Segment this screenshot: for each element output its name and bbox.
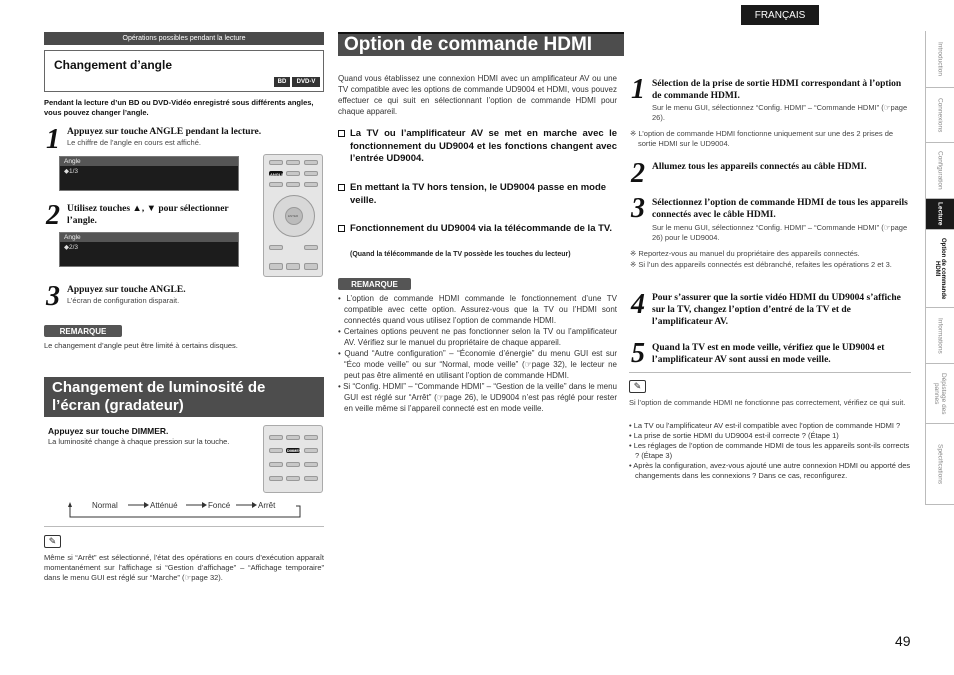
sidebar-item-troubleshooting[interactable] bbox=[925, 364, 954, 424]
hdmi-step4-title: Pour s’assurer que la sortie vidéo HDMI du UD9004 s’affiche sur la TV, changez l’option d’entré de la TV et de l’amplificateur AV. bbox=[652, 293, 901, 327]
hdmi-step3-note-2: ※ Si l’un des appareils connectés est débranché, refaites les opérations 2 et 3. bbox=[630, 260, 892, 269]
badge-dvd: DVD-V bbox=[292, 77, 320, 87]
enter-label: ENTER bbox=[288, 214, 299, 218]
cycle-arrowhead bbox=[144, 502, 149, 508]
remote-button bbox=[286, 182, 300, 187]
hdmi-condition-3 bbox=[338, 223, 617, 236]
section-header-operations: Opérations possibles pendant la lecture bbox=[44, 32, 324, 45]
sidebar-item-connexions[interactable] bbox=[925, 88, 954, 143]
angle-screen-1 bbox=[59, 156, 239, 191]
remote-button bbox=[269, 182, 283, 187]
cycle-arrowhead bbox=[202, 502, 207, 508]
angle-title: Changement d’angle bbox=[54, 58, 173, 72]
hdmi-step-number-1: 1 bbox=[631, 74, 645, 105]
sidebar-item-label: Configuration bbox=[936, 151, 944, 190]
hdmi-condition-3-text: Fonctionnement du UD9004 via la télécommande de la TV. bbox=[350, 223, 613, 234]
hdmi-remarque-item: • Si “Config. HDMI” – “Commande HDMI” – “Gestion de la veille” dans le menu GUI est réglé sur “Arrêt” (☞page 26), le UD9004 n’est pas réglé pour rester en veille même si l’appareil connecté est en mode veille. bbox=[338, 382, 617, 413]
hdmi-note-text: Après la configuration, avez-vous ajouté une autre connexion HDMI ou apporté des changements dans les connexions ? Dans ce cas, reconfigurez. bbox=[633, 461, 911, 480]
hdmi-step-number-2: 2 bbox=[631, 158, 645, 189]
hdmi-step-number-4: 4 bbox=[631, 289, 645, 320]
hdmi-remarque-item: • Certaines options peuvent ne pas fonctionner selon la TV ou l’amplificateur AV. Vérifiez sur le manuel du propriétaire de chaque appareil. bbox=[338, 327, 617, 347]
checkbox-icon bbox=[338, 184, 345, 191]
hdmi-condition-2 bbox=[338, 182, 617, 207]
hdmi-remarque-text: Si “Config. HDMI” – “Commande HDMI” – “Gestion de la veille” dans le menu GUI est réglé sur “Arrêt” (☞page 26), le UD9004 n’est pas réglé pour rester en veille même si l’appareil connecté est en mode veille. bbox=[343, 382, 617, 413]
step1-title: Appuyez sur touche ANGLE pendant la lecture. bbox=[67, 127, 262, 137]
sidebar-item-specifications[interactable] bbox=[925, 424, 954, 505]
hdmi-intro: Quand vous établissez une connexion HDMI avec un amplificateur AV ou une TV compatible avec les options de commande UD9004 et HDMI, vous pouvez effectuer ce qui suit en sélectionnant l’option de commande HDMI pour chaque appareil. bbox=[338, 74, 617, 116]
sidebar-item-hdmi-control[interactable] bbox=[925, 230, 954, 308]
hdmi-header: Option de commande HDMI bbox=[338, 32, 624, 56]
dimmer-option-attenue: Atténué bbox=[150, 501, 178, 510]
remote-button bbox=[304, 182, 318, 187]
hdmi-note-item: • Après la configuration, avez-vous ajouté une autre connexion HDMI ou apporté des changements dans les connexions ? Dans ce cas, reconfigurez. bbox=[629, 461, 911, 480]
hdmi-condition-1 bbox=[338, 128, 617, 166]
hdmi-note-list bbox=[629, 421, 911, 481]
remote-button bbox=[286, 171, 300, 176]
remote-button bbox=[269, 476, 283, 481]
hdmi-condition-1-text: La TV ou l’amplificateur AV se met en marche avec le fonctionnement du UD9004 et les fonctions changent avec l’entrée UD9004. bbox=[350, 128, 617, 164]
hdmi-step2-title: Allumez tous les appareils connectés au câble HDMI. bbox=[652, 162, 867, 172]
hdmi-step-number-3: 3 bbox=[631, 193, 645, 224]
language-badge: FRANÇAIS bbox=[741, 5, 819, 25]
step3-title: Appuyez sur touche ANGLE. bbox=[67, 285, 186, 295]
remote-button bbox=[269, 245, 283, 250]
hdmi-note-item: • La prise de sortie HDMI du UD9004 est-il correcte ? (Étape 1) bbox=[629, 431, 839, 440]
sidebar-item-label: Informations bbox=[936, 317, 944, 354]
dimmer-option-normal: Normal bbox=[92, 501, 118, 510]
dimmer-text: La luminosité change à chaque pression sur la touche. bbox=[48, 437, 230, 446]
hdmi-step3-title: Sélectionnez l’option de commande HDMI de tous les appareils connectés avec le câble HDMI. bbox=[652, 198, 908, 220]
remote-button bbox=[304, 448, 318, 453]
hdmi-step3-note-1: ※ Reportez-vous au manuel du propriétaire des appareils connectés. bbox=[630, 249, 860, 258]
page-number: 49 bbox=[895, 633, 911, 649]
pencil-icon: ✎ bbox=[629, 380, 646, 393]
sidebar-item-configuration[interactable] bbox=[925, 143, 954, 199]
remote-button bbox=[304, 263, 318, 270]
step3-subtitle: L’écran de configuration disparait. bbox=[67, 296, 180, 305]
angle-screen-2 bbox=[59, 232, 239, 267]
hdmi-step1-title: Sélection de la prise de sortie HDMI correspondant à l’option de commande HDMI. bbox=[652, 79, 902, 101]
remote-button bbox=[286, 263, 300, 270]
sidebar-item-label: Connexions bbox=[936, 97, 944, 133]
remarque-text: Le changement d’angle peut être limité à certains disques. bbox=[44, 341, 238, 350]
dimmer-title: Appuyez sur touche DIMMER. bbox=[48, 426, 169, 436]
dimmer-option-arret: Arrêt bbox=[258, 501, 276, 510]
sidebar-item-lecture[interactable] bbox=[925, 199, 954, 230]
screen-label: Angle bbox=[60, 157, 238, 166]
sidebar-item-label: Spécifications bbox=[936, 443, 944, 485]
hdmi-remarque-text: Quand “Autre configuration” – “Économie d’énergie” du menu GUI est sur “Éco mode veille” ou sur “Normal, mode veille” (☞page 32), le lecteur ne peut pas être alimenté en utilisant l’option de commande HDMI. bbox=[344, 349, 617, 380]
hdmi-note-text: La prise de sortie HDMI du UD9004 est-il correcte ? (Étape 1) bbox=[633, 431, 839, 440]
dimmer-button-label: DIMMER bbox=[287, 449, 302, 453]
remote-illustration-dimmer bbox=[263, 425, 323, 493]
sidebar-item-label: Option de commande HDMI bbox=[934, 237, 946, 300]
screen-label: Angle bbox=[60, 233, 238, 242]
hdmi-remarque-item: • Quand “Autre configuration” – “Économie d’énergie” du menu GUI est sur “Éco mode veille” ou sur “Normal, mode veille” (☞page 32), le lecteur ne peut pas être alimenté en utilisant l’option de commande HDMI. bbox=[338, 349, 617, 380]
hdmi-remarque-text: Certaines options peuvent ne pas fonctionner selon la TV ou l’amplificateur AV. Vérifiez sur le manuel du propriétaire de chaque appareil. bbox=[343, 327, 617, 347]
remote-button bbox=[304, 160, 318, 165]
hdmi-remarque-item: • L’option de commande HDMI commande le fonctionnement d’une TV compatible avec cette option. Assurez-vous que la TV ou l’HDMI sont connectés quand vous utilisez l’option de commande HDMI. bbox=[338, 294, 617, 325]
dimmer-option-fonce: Foncé bbox=[208, 501, 231, 510]
remote-button bbox=[269, 448, 283, 453]
badge-bd: BD bbox=[274, 77, 290, 87]
hdmi-step1-subtitle: Sur le menu GUI, sélectionnez “Config. HDMI” – “Commande HDMI” (☞page 26). bbox=[652, 103, 908, 122]
remote-button bbox=[304, 462, 318, 467]
hdmi-step1-note: ※ L’option de commande HDMI fonctionne uniquement sur une des 2 prises de sortie HDMI sur le UD9004. bbox=[630, 129, 894, 148]
hdmi-note-item: • La TV ou l’amplificateur AV est-il compatible avec l’option de commande HDMI ? bbox=[629, 421, 901, 430]
hdmi-note-item: • Les réglages de l’option de commande HDMI de tous les appareils sont-ils corrects ? (Étape 3) bbox=[629, 441, 910, 460]
pencil-icon: ✎ bbox=[44, 535, 61, 548]
remote-button bbox=[286, 435, 300, 440]
hdmi-condition-2-text: En mettant la TV hors tension, le UD9004 passe en mode veille. bbox=[350, 182, 607, 206]
hdmi-step5-title: Quand la TV est en mode veille, vérifiez que le UD9004 et l’amplificateur AV sont aussi en mode veille. bbox=[652, 343, 885, 365]
divider bbox=[44, 526, 324, 527]
step-number-1: 1 bbox=[46, 124, 60, 155]
checkbox-icon bbox=[338, 130, 345, 137]
hdmi-note-intro: Si l’option de commande HDMI ne fonctionne pas correctement, vérifiez ce qui suit. bbox=[629, 398, 906, 407]
remote-button bbox=[304, 245, 318, 250]
remote-button bbox=[286, 160, 300, 165]
remote-button bbox=[269, 462, 283, 467]
sidebar-item-label: Dépistage des pannes bbox=[933, 372, 947, 415]
hdmi-note-text: La TV ou l’amplificateur AV est-il compatible avec l’option de commande HDMI ? bbox=[633, 421, 901, 430]
step2-title: Utilisez touches ▲, ▼ pour sélectionner l’angle. bbox=[67, 204, 229, 226]
step-number-2: 2 bbox=[46, 200, 60, 231]
remarque-badge: REMARQUE bbox=[44, 325, 122, 337]
hdmi-condition-3-note: (Quand la télécommande de la TV possède les touches du lecteur) bbox=[350, 251, 571, 258]
remote-button bbox=[269, 435, 283, 440]
remote-button bbox=[304, 171, 318, 176]
cycle-arrowhead bbox=[252, 502, 257, 508]
dimmer-note: Même si “Arrêt” est sélectionné, l’état des opérations en cours d’exécution apparaît momentanément sur l’affichage si “Gestion d’affichage” – “Affichage temporaire” dans le menu GUI est réglé sur “Marche” (☞page 32). bbox=[44, 553, 324, 582]
hdmi-note-text: Les réglages de l’option de commande HDMI de tous les appareils sont-ils corrects ? (Étape 3) bbox=[633, 441, 910, 460]
step1-subtitle: Le chiffre de l’angle en cours est affiché. bbox=[67, 138, 201, 147]
sidebar-item-introduction[interactable] bbox=[925, 31, 954, 88]
luminosity-header: Changement de luminosité de l’écran (gradateur) bbox=[44, 377, 324, 417]
remote-illustration-angle bbox=[263, 154, 323, 277]
hdmi-remarque-list bbox=[338, 293, 617, 414]
hdmi-step-number-5: 5 bbox=[631, 338, 645, 369]
angle-button-label: ANGLE bbox=[270, 172, 284, 177]
screen-value: ◆1/3 bbox=[64, 168, 79, 175]
hdmi-remarque-text: L’option de commande HDMI commande le fonctionnement d’une TV compatible avec cette option. Assurez-vous que la TV ou l’HDMI sont connectés quand vous utilisez l’option de commande HDMI. bbox=[344, 294, 617, 325]
divider bbox=[629, 372, 911, 373]
remote-button bbox=[286, 462, 300, 467]
remote-button bbox=[269, 160, 283, 165]
remarque-badge-hdmi: REMARQUE bbox=[338, 278, 411, 290]
sidebar-item-label: Introduction bbox=[936, 42, 944, 76]
sidebar-item-label: Lecture bbox=[936, 202, 944, 226]
cycle-return-arrowhead bbox=[68, 502, 72, 507]
hdmi-step3-subtitle: Sur le menu GUI, sélectionnez “Config. HDMI” – “Commande HDMI” (☞page 26) pour le UD9004. bbox=[652, 223, 908, 242]
remote-button bbox=[304, 435, 318, 440]
screen-value: ◆2/3 bbox=[64, 244, 79, 251]
remote-button bbox=[286, 476, 300, 481]
checkbox-icon bbox=[338, 225, 345, 232]
remote-button bbox=[269, 263, 283, 270]
remote-button bbox=[304, 476, 318, 481]
sidebar-item-informations[interactable] bbox=[925, 308, 954, 364]
step-number-3: 3 bbox=[46, 281, 60, 312]
angle-intro: Pendant la lecture d’un BD ou DVD-Vidéo enregistré sous différents angles, vous pouvez changer l’angle. bbox=[44, 98, 314, 117]
